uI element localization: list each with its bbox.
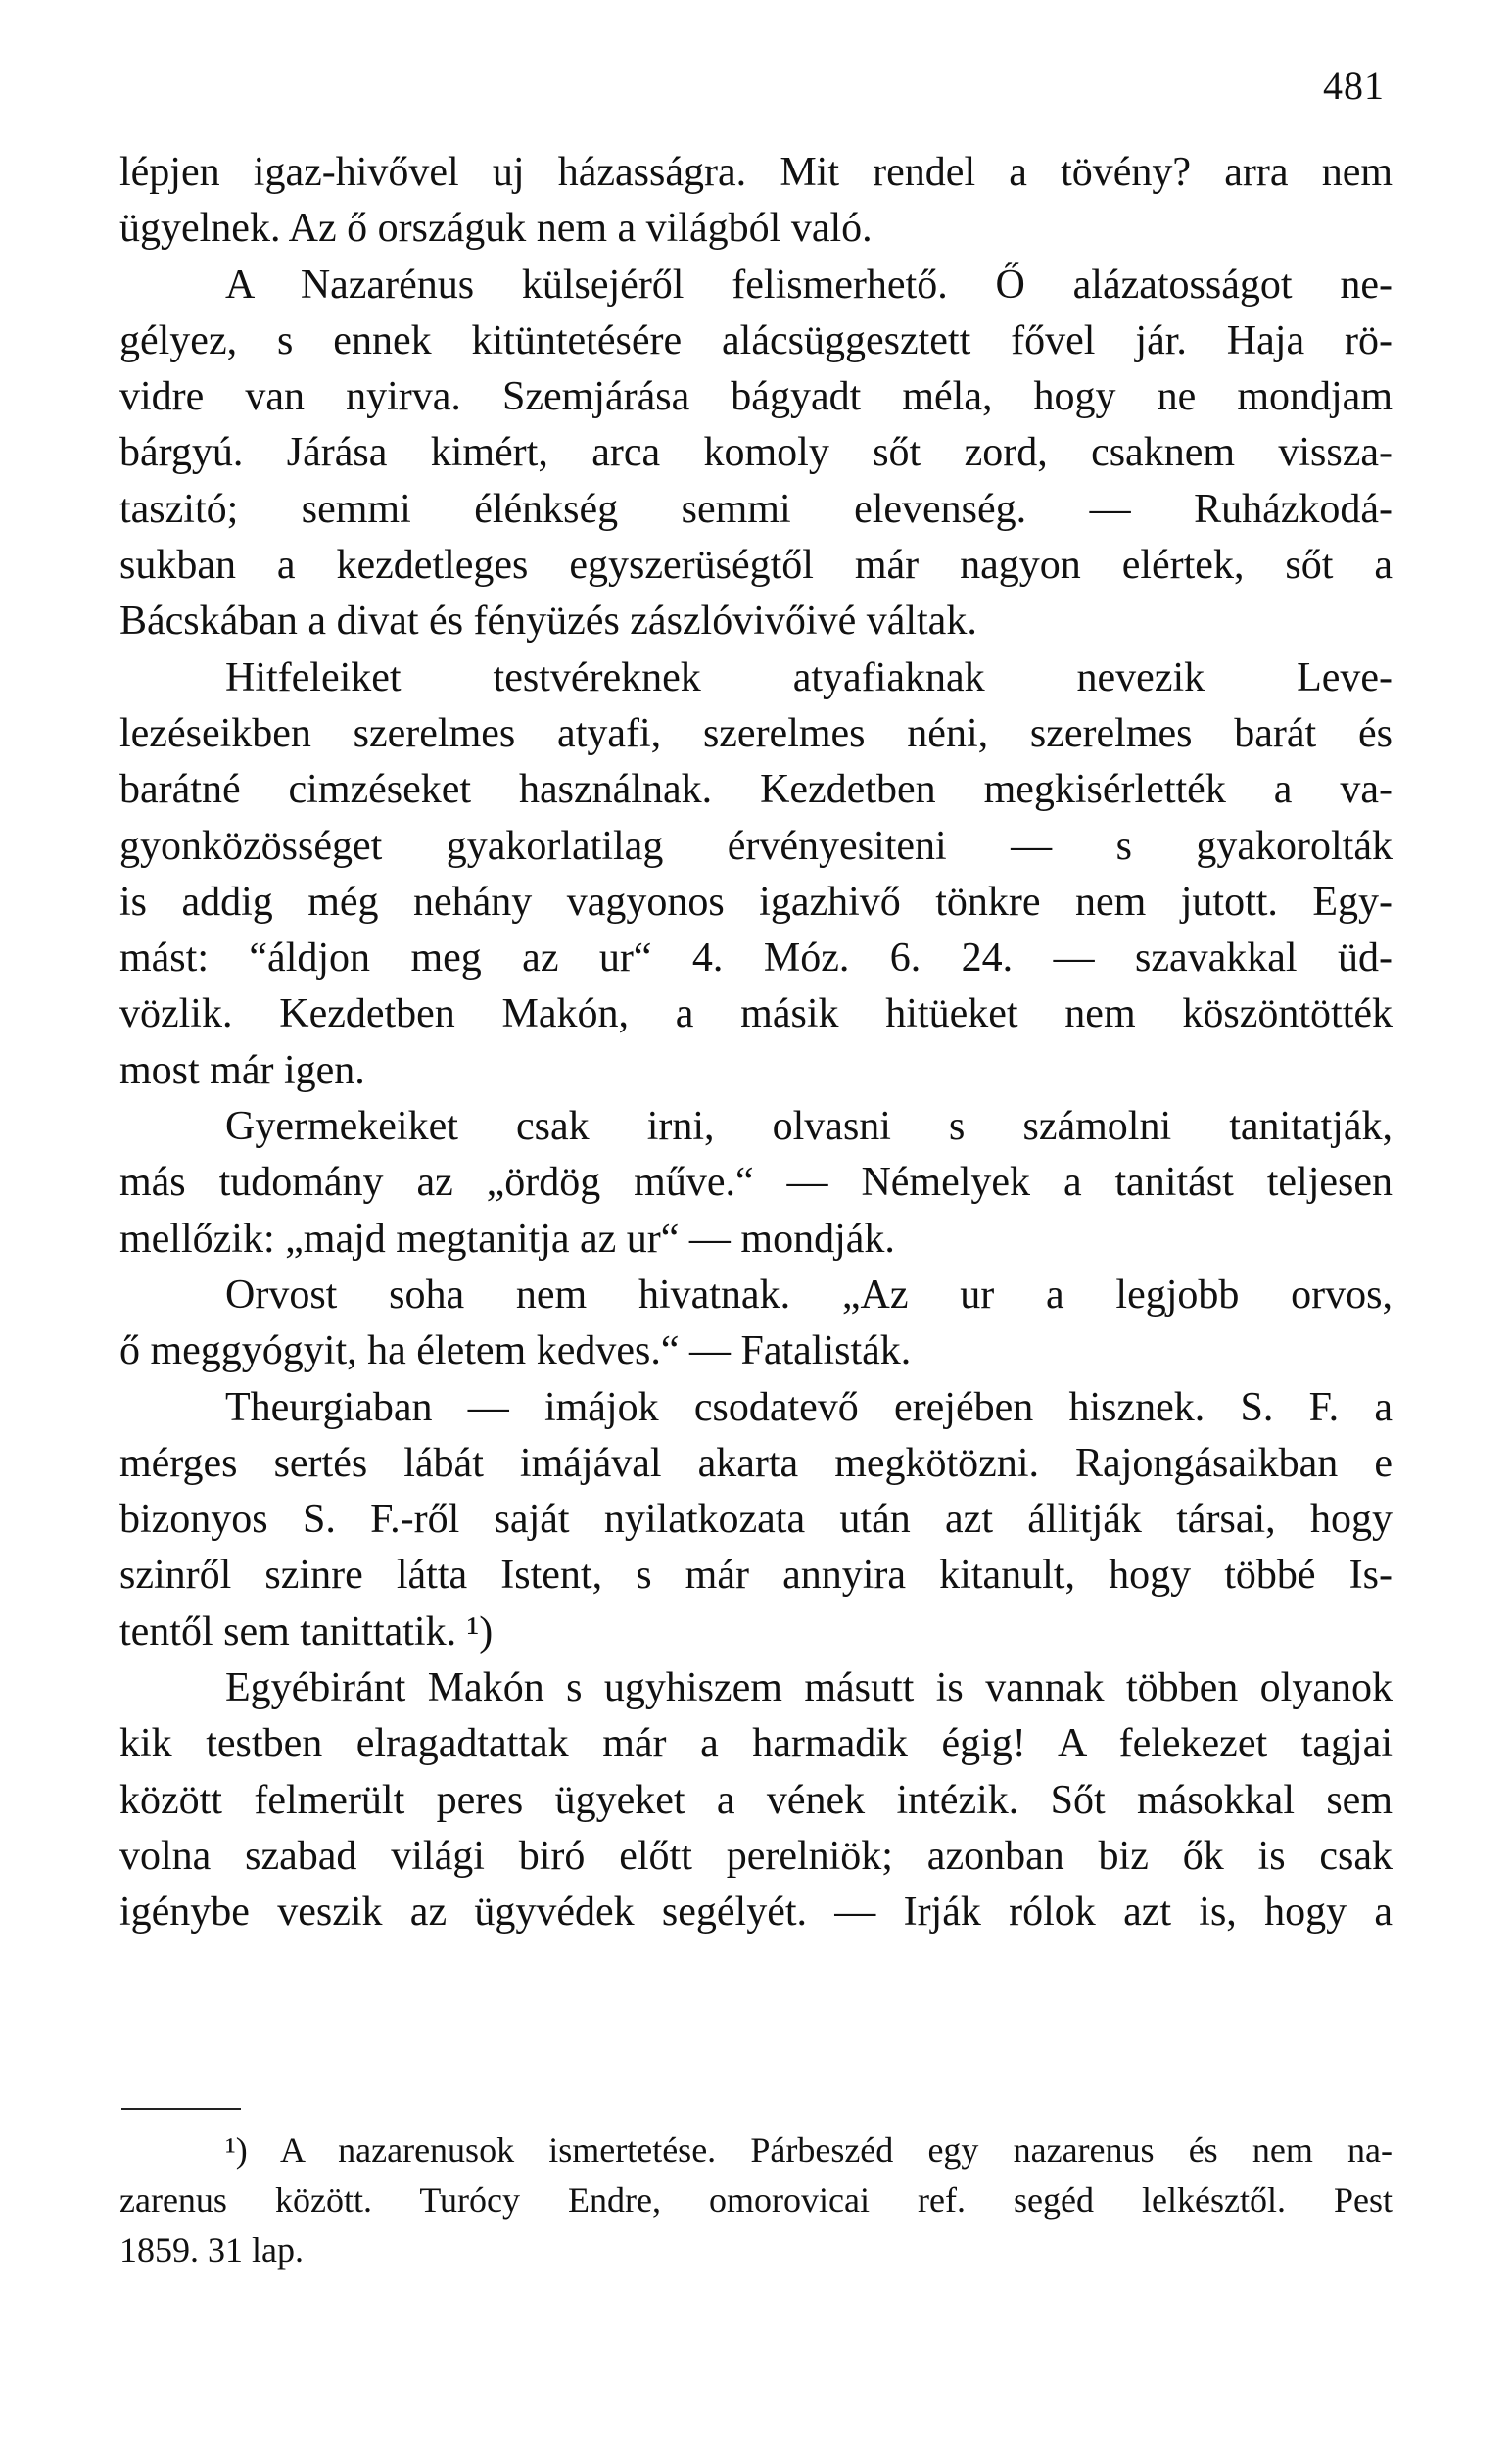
text-line: gyonközösséget gyakorlatilag érvényesiteni — s gyakorolták [119, 823, 1393, 869]
footnote-line: 1859. 31 lap. [119, 2230, 304, 2270]
text-line: bárgyú. Járása kimért, arca komoly sőt zord, csaknem vissza- [119, 430, 1393, 476]
text-line: Egyébiránt Makón s ugyhiszem másutt is vannak többen olyanok [225, 1665, 1393, 1711]
text-line: bizonyos S. F.-ről saját nyilatkozata után azt állitják társai, hogy [119, 1497, 1393, 1543]
text-line: igénybe veszik az ügyvédek segélyét. — Irják rólok azt is, hogy a [119, 1890, 1393, 1936]
text-line: taszitó; semmi élénkség semmi elevenség. — Ruházkodá- [119, 486, 1393, 532]
text-line: most már igen. [119, 1047, 365, 1093]
text-line: mást: “áldjon meg az ur“ 4. Móz. 6. 24. — szavakkal üd- [119, 935, 1393, 982]
text-line: kik testben elragadtattak már a harmadik égig! A felekezet tagjai [119, 1721, 1393, 1767]
footnote-line: zarenus között. Turócy Endre, omorovicai ref. segéd lelkésztől. Pest [119, 2181, 1393, 2220]
footnote-line: ¹) A nazarenusok ismertetése. Párbeszéd egy nazarenus és nem na- [225, 2131, 1393, 2170]
text-line: más tudomány az „ördög műve.“ — Némelyek a tanitást teljesen [119, 1160, 1393, 1206]
text-line: sukban a kezdetleges egyszerüségtől már nagyon elértek, sőt a [119, 543, 1393, 589]
text-line: ő meggyógyit, ha életem kedves.“ — Fatalisták. [119, 1328, 912, 1374]
text-line: Hitfeleiket testvéreknek atyafiaknak nevezik Leve- [225, 654, 1393, 700]
text-line: lépjen igaz-hivővel uj házasságra. Mit rendel a tövény? arra nem [119, 150, 1393, 195]
text-line: vözlik. Kezdetben Makón, a másik hitüeket nem köszöntötték [119, 991, 1393, 1037]
text-line: mérges sertés lábát imájával akarta megkötözni. Rajongásaikban e [119, 1440, 1393, 1486]
text-line: volna szabad világi biró előtt perelniök; azonban biz ők is csak [119, 1833, 1393, 1879]
text-line: Theurgiaban — imájok csodatevő erejében hisznek. S. F. a [225, 1384, 1393, 1430]
text-line: tentől sem tanittatik. ¹) [119, 1608, 494, 1655]
footnote-divider [121, 2108, 241, 2110]
text-line: gélyez, s ennek kitüntetésére alácsüggesztett fővel jár. Haja rö- [119, 317, 1393, 363]
text-line: Gyermekeiket csak irni, olvasni s számolni tanitatják, [225, 1104, 1393, 1150]
main-text [119, 145, 1393, 1942]
text-line: ügyelnek. Az ő országuk nem a világból való. [119, 206, 873, 252]
text-line: mellőzik: „majd megtanitja az ur“ — mondják. [119, 1216, 895, 1262]
text-line: Bácskában a divat és fényüzés zászlóvivőivé váltak. [119, 599, 977, 645]
footnotes [119, 2126, 1393, 2276]
text-line: vidre van nyirva. Szemjárása bágyadt méla, hogy ne mondjam [119, 374, 1393, 420]
text-line: között felmerült peres ügyeket a vének intézik. Sőt másokkal sem [119, 1777, 1393, 1823]
page-number: 481 [1323, 64, 1385, 108]
text-line: barátné cimzéseket használnak. Kezdetben megkisérlették a va- [119, 767, 1393, 813]
text-line: A Nazarénus külsejéről felismerhető. Ő alázatosságot ne- [225, 262, 1393, 308]
text-line: is addig még nehány vagyonos igazhivő tönkre nem jutott. Egy- [119, 879, 1393, 925]
text-line: Orvost soha nem hivatnak. „Az ur a legjobb orvos, [225, 1271, 1393, 1318]
text-line: szinről szinre látta Istent, s már annyira kitanult, hogy többé Is- [119, 1553, 1393, 1599]
text-line: lezéseikben szerelmes atyafi, szerelmes néni, szerelmes barát és [119, 710, 1393, 756]
